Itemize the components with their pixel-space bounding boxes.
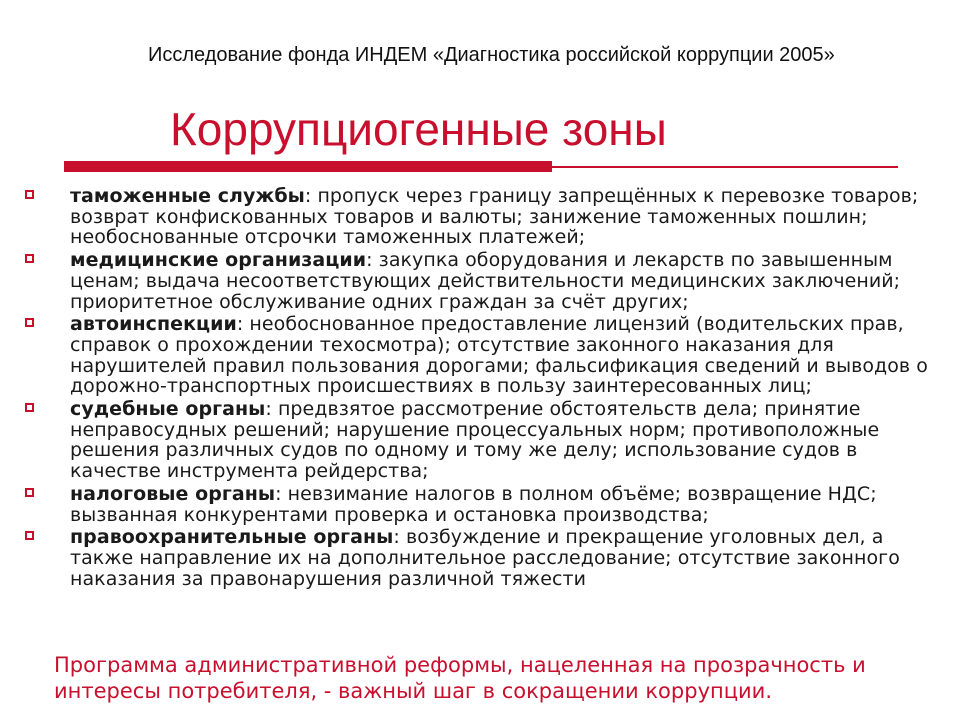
slide-title: Коррупциогенные зоны xyxy=(170,103,667,155)
zone-term: правоохранительные органы xyxy=(70,526,394,549)
square-bullet-icon xyxy=(25,531,34,540)
zone-term: судебные органы xyxy=(70,398,266,421)
list-item-courts xyxy=(0,399,960,482)
zone-term: налоговые органы xyxy=(70,482,276,505)
zone-description: : возбуждение и прекращение уголовных дел, а также направление их на дополнительное расследование; отсутствие законного наказания за правонарушения различной тяжести xyxy=(70,526,900,590)
zone-description: : пропуск через границу запрещённых к перевозке товаров; возврат конфискованных товаров и валюты; занижение таможенных пошлин; необоснованные отсрочки таможенных платежей; xyxy=(70,185,919,249)
list-item-customs xyxy=(0,186,960,248)
zone-description: : закупка оборудования и лекарств по завышенным ценам; выдача несоответствующих действительности медицинских заключений; приоритетное обслуживание одних граждан за счёт других; xyxy=(70,249,901,313)
square-bullet-icon xyxy=(25,318,34,327)
list-item-traffic-police xyxy=(0,314,960,397)
square-bullet-icon xyxy=(25,488,34,497)
list-item-law-enforcement xyxy=(0,527,960,589)
corruption-zones-list xyxy=(0,186,960,591)
zone-description: : необоснованное предоставление лицензий (водительских прав, справок о прохождении техосмотра); отсутствие законного наказания для нарушителей правил пользования дорогами; фальсификация сведений и выводов о дорожно-транспортных происшествиях в пользу заинтересованных лиц; xyxy=(70,313,928,398)
zone-term: медицинские организации xyxy=(70,249,367,272)
square-bullet-icon xyxy=(25,190,34,199)
conclusion-text: Программа административной реформы, нацеленная на прозрачность и интересы потребителя, - важный шаг в сокращении коррупции. xyxy=(54,653,866,703)
title-underline-thin xyxy=(552,166,898,168)
slide-subtitle: Исследование фонда ИНДЕМ «Диагностика российской коррупции 2005» xyxy=(148,44,835,66)
zone-term: таможенные службы xyxy=(70,185,305,207)
list-item-tax xyxy=(0,484,960,525)
zone-term: автоинспекции xyxy=(70,313,237,336)
title-underline-thick xyxy=(64,161,552,172)
list-item-medical xyxy=(0,250,960,312)
square-bullet-icon xyxy=(25,254,34,263)
zone-description: : невзимание налогов в полном объёме; возвращение НДС; вызванная конкурентами проверка и остановка производства; xyxy=(70,482,877,526)
square-bullet-icon xyxy=(25,403,34,412)
zone-description: : предвзятое рассмотрение обстоятельств дела; принятие неправосудных решений; нарушение процессуальных норм; противоположные решения различных судов по одному и тому же делу; использование судов в качестве инструмента рейдерства; xyxy=(70,398,880,483)
